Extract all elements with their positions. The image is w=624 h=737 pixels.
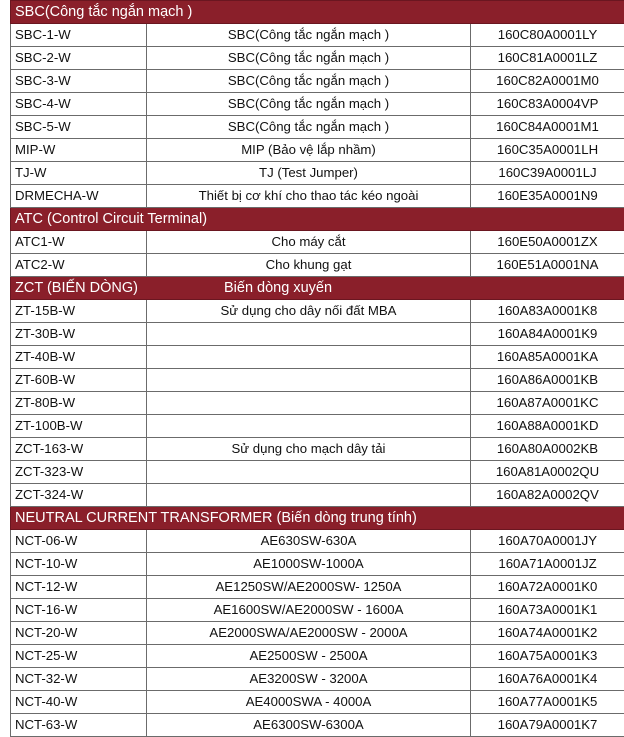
model-code-cell: ZT-100B-W [11,415,147,438]
table-row [11,24,624,47]
description-cell: AE1000SW-1000A [147,553,471,576]
description-cell: SBC(Công tắc ngắn mạch ) [147,70,471,93]
part-number-cell: 160C80A0001LY [471,24,624,47]
part-number-cell: 160A85A0001KA [471,346,624,369]
model-code-cell: NCT-12-W [11,576,147,599]
section-header [11,277,624,300]
model-code-cell: SBC-2-W [11,47,147,70]
model-code-cell: NCT-06-W [11,530,147,553]
description-cell: AE1600SW/AE2000SW - 1600A [147,599,471,622]
description-cell: AE1250SW/AE2000SW- 1250A [147,576,471,599]
part-number-cell: 160C39A0001LJ [471,162,624,185]
model-code-cell: ZT-15B-W [11,300,147,323]
table-row [11,622,624,645]
description-cell [147,484,471,507]
model-code-cell: ZT-80B-W [11,392,147,415]
table-row [11,645,624,668]
description-cell [147,461,471,484]
model-code-cell: ZT-60B-W [11,369,147,392]
part-number-cell: 160A71A0001JZ [471,553,624,576]
table-row [11,139,624,162]
section-header-cell [11,1,624,24]
part-number-cell: 160A75A0001K3 [471,645,624,668]
table-row [11,714,624,737]
table-row [11,346,624,369]
section-header-cell [11,277,624,300]
part-number-cell: 160A86A0001KB [471,369,624,392]
section-header-cell [11,507,624,530]
section-header [11,1,624,24]
description-cell: AE2500SW - 2500A [147,645,471,668]
description-cell [147,346,471,369]
section-title: ZCT (BIẾN DÒNG) [15,280,138,296]
table-row [11,461,624,484]
section-title: ATC (Control Circuit Terminal) [15,211,207,227]
table-row [11,93,624,116]
part-number-cell: 160A80A0002KB [471,438,624,461]
parts-table-container [10,0,624,737]
part-number-cell: 160C83A0004VP [471,93,624,116]
description-cell: TJ (Test Jumper) [147,162,471,185]
part-number-cell: 160A73A0001K1 [471,599,624,622]
part-number-cell: 160A83A0001K8 [471,300,624,323]
table-row [11,576,624,599]
model-code-cell: SBC-4-W [11,93,147,116]
description-cell [147,323,471,346]
model-code-cell: SBC-1-W [11,24,147,47]
model-code-cell: NCT-63-W [11,714,147,737]
part-number-cell: 160C84A0001M1 [471,116,624,139]
table-row [11,484,624,507]
description-cell: MIP (Bảo vệ lắp nhầm) [147,139,471,162]
table-row [11,162,624,185]
part-number-cell: 160A74A0001K2 [471,622,624,645]
part-number-cell: 160A79A0001K7 [471,714,624,737]
table-row [11,553,624,576]
part-number-cell: 160E50A0001ZX [471,231,624,254]
section-title: SBC(Công tắc ngắn mạch ) [15,4,192,20]
section-subtitle: Biến dòng xuyến [224,277,332,299]
part-number-cell: 160C35A0001LH [471,139,624,162]
section-title: NEUTRAL CURRENT TRANSFORMER (Biến dòng trung tính) [15,510,417,526]
parts-table-body [11,1,624,737]
part-number-cell: 160A81A0002QU [471,461,624,484]
model-code-cell: SBC-5-W [11,116,147,139]
table-row [11,438,624,461]
model-code-cell: ZT-40B-W [11,346,147,369]
description-cell: AE2000SWA/AE2000SW - 2000A [147,622,471,645]
description-cell: AE6300SW-6300A [147,714,471,737]
table-row [11,323,624,346]
description-cell: SBC(Công tắc ngắn mạch ) [147,93,471,116]
description-cell: Thiết bị cơ khí cho thao tác kéo ngoài [147,185,471,208]
model-code-cell: ZCT-324-W [11,484,147,507]
table-row [11,70,624,93]
model-code-cell: DRMECHA-W [11,185,147,208]
model-code-cell: ZCT-163-W [11,438,147,461]
section-header-cell [11,208,624,231]
part-number-cell: 160A88A0001KD [471,415,624,438]
table-row [11,231,624,254]
table-row [11,369,624,392]
model-code-cell: TJ-W [11,162,147,185]
model-code-cell: MIP-W [11,139,147,162]
model-code-cell: NCT-10-W [11,553,147,576]
table-row [11,599,624,622]
description-cell: Sử dụng cho mạch dây tải [147,438,471,461]
table-row [11,530,624,553]
model-code-cell: ZT-30B-W [11,323,147,346]
description-cell: Cho khung gạt [147,254,471,277]
description-cell: Sử dụng cho dây nối đất MBA [147,300,471,323]
part-number-cell: 160A84A0001K9 [471,323,624,346]
part-number-cell: 160C82A0001M0 [471,70,624,93]
model-code-cell: NCT-32-W [11,668,147,691]
description-cell: SBC(Công tắc ngắn mạch ) [147,24,471,47]
part-number-cell: 160A76A0001K4 [471,668,624,691]
model-code-cell: SBC-3-W [11,70,147,93]
part-number-cell: 160E35A0001N9 [471,185,624,208]
description-cell [147,415,471,438]
parts-table [10,0,624,737]
table-row [11,691,624,714]
section-header [11,208,624,231]
part-number-cell: 160E51A0001NA [471,254,624,277]
table-row [11,116,624,139]
description-cell: AE630SW-630A [147,530,471,553]
description-cell [147,392,471,415]
model-code-cell: NCT-16-W [11,599,147,622]
model-code-cell: NCT-25-W [11,645,147,668]
model-code-cell: ATC1-W [11,231,147,254]
model-code-cell: NCT-40-W [11,691,147,714]
table-row [11,668,624,691]
table-row [11,185,624,208]
model-code-cell: NCT-20-W [11,622,147,645]
table-row [11,415,624,438]
section-header [11,507,624,530]
model-code-cell: ZCT-323-W [11,461,147,484]
part-number-cell: 160A82A0002QV [471,484,624,507]
description-cell: AE3200SW - 3200A [147,668,471,691]
part-number-cell: 160C81A0001LZ [471,47,624,70]
part-number-cell: 160A87A0001KC [471,392,624,415]
description-cell: SBC(Công tắc ngắn mạch ) [147,47,471,70]
description-cell: AE4000SWA - 4000A [147,691,471,714]
part-number-cell: 160A77A0001K5 [471,691,624,714]
part-number-cell: 160A70A0001JY [471,530,624,553]
table-row [11,47,624,70]
table-row [11,254,624,277]
table-row [11,300,624,323]
part-number-cell: 160A72A0001K0 [471,576,624,599]
table-row [11,392,624,415]
description-cell [147,369,471,392]
description-cell: Cho máy cắt [147,231,471,254]
description-cell: SBC(Công tắc ngắn mạch ) [147,116,471,139]
model-code-cell: ATC2-W [11,254,147,277]
